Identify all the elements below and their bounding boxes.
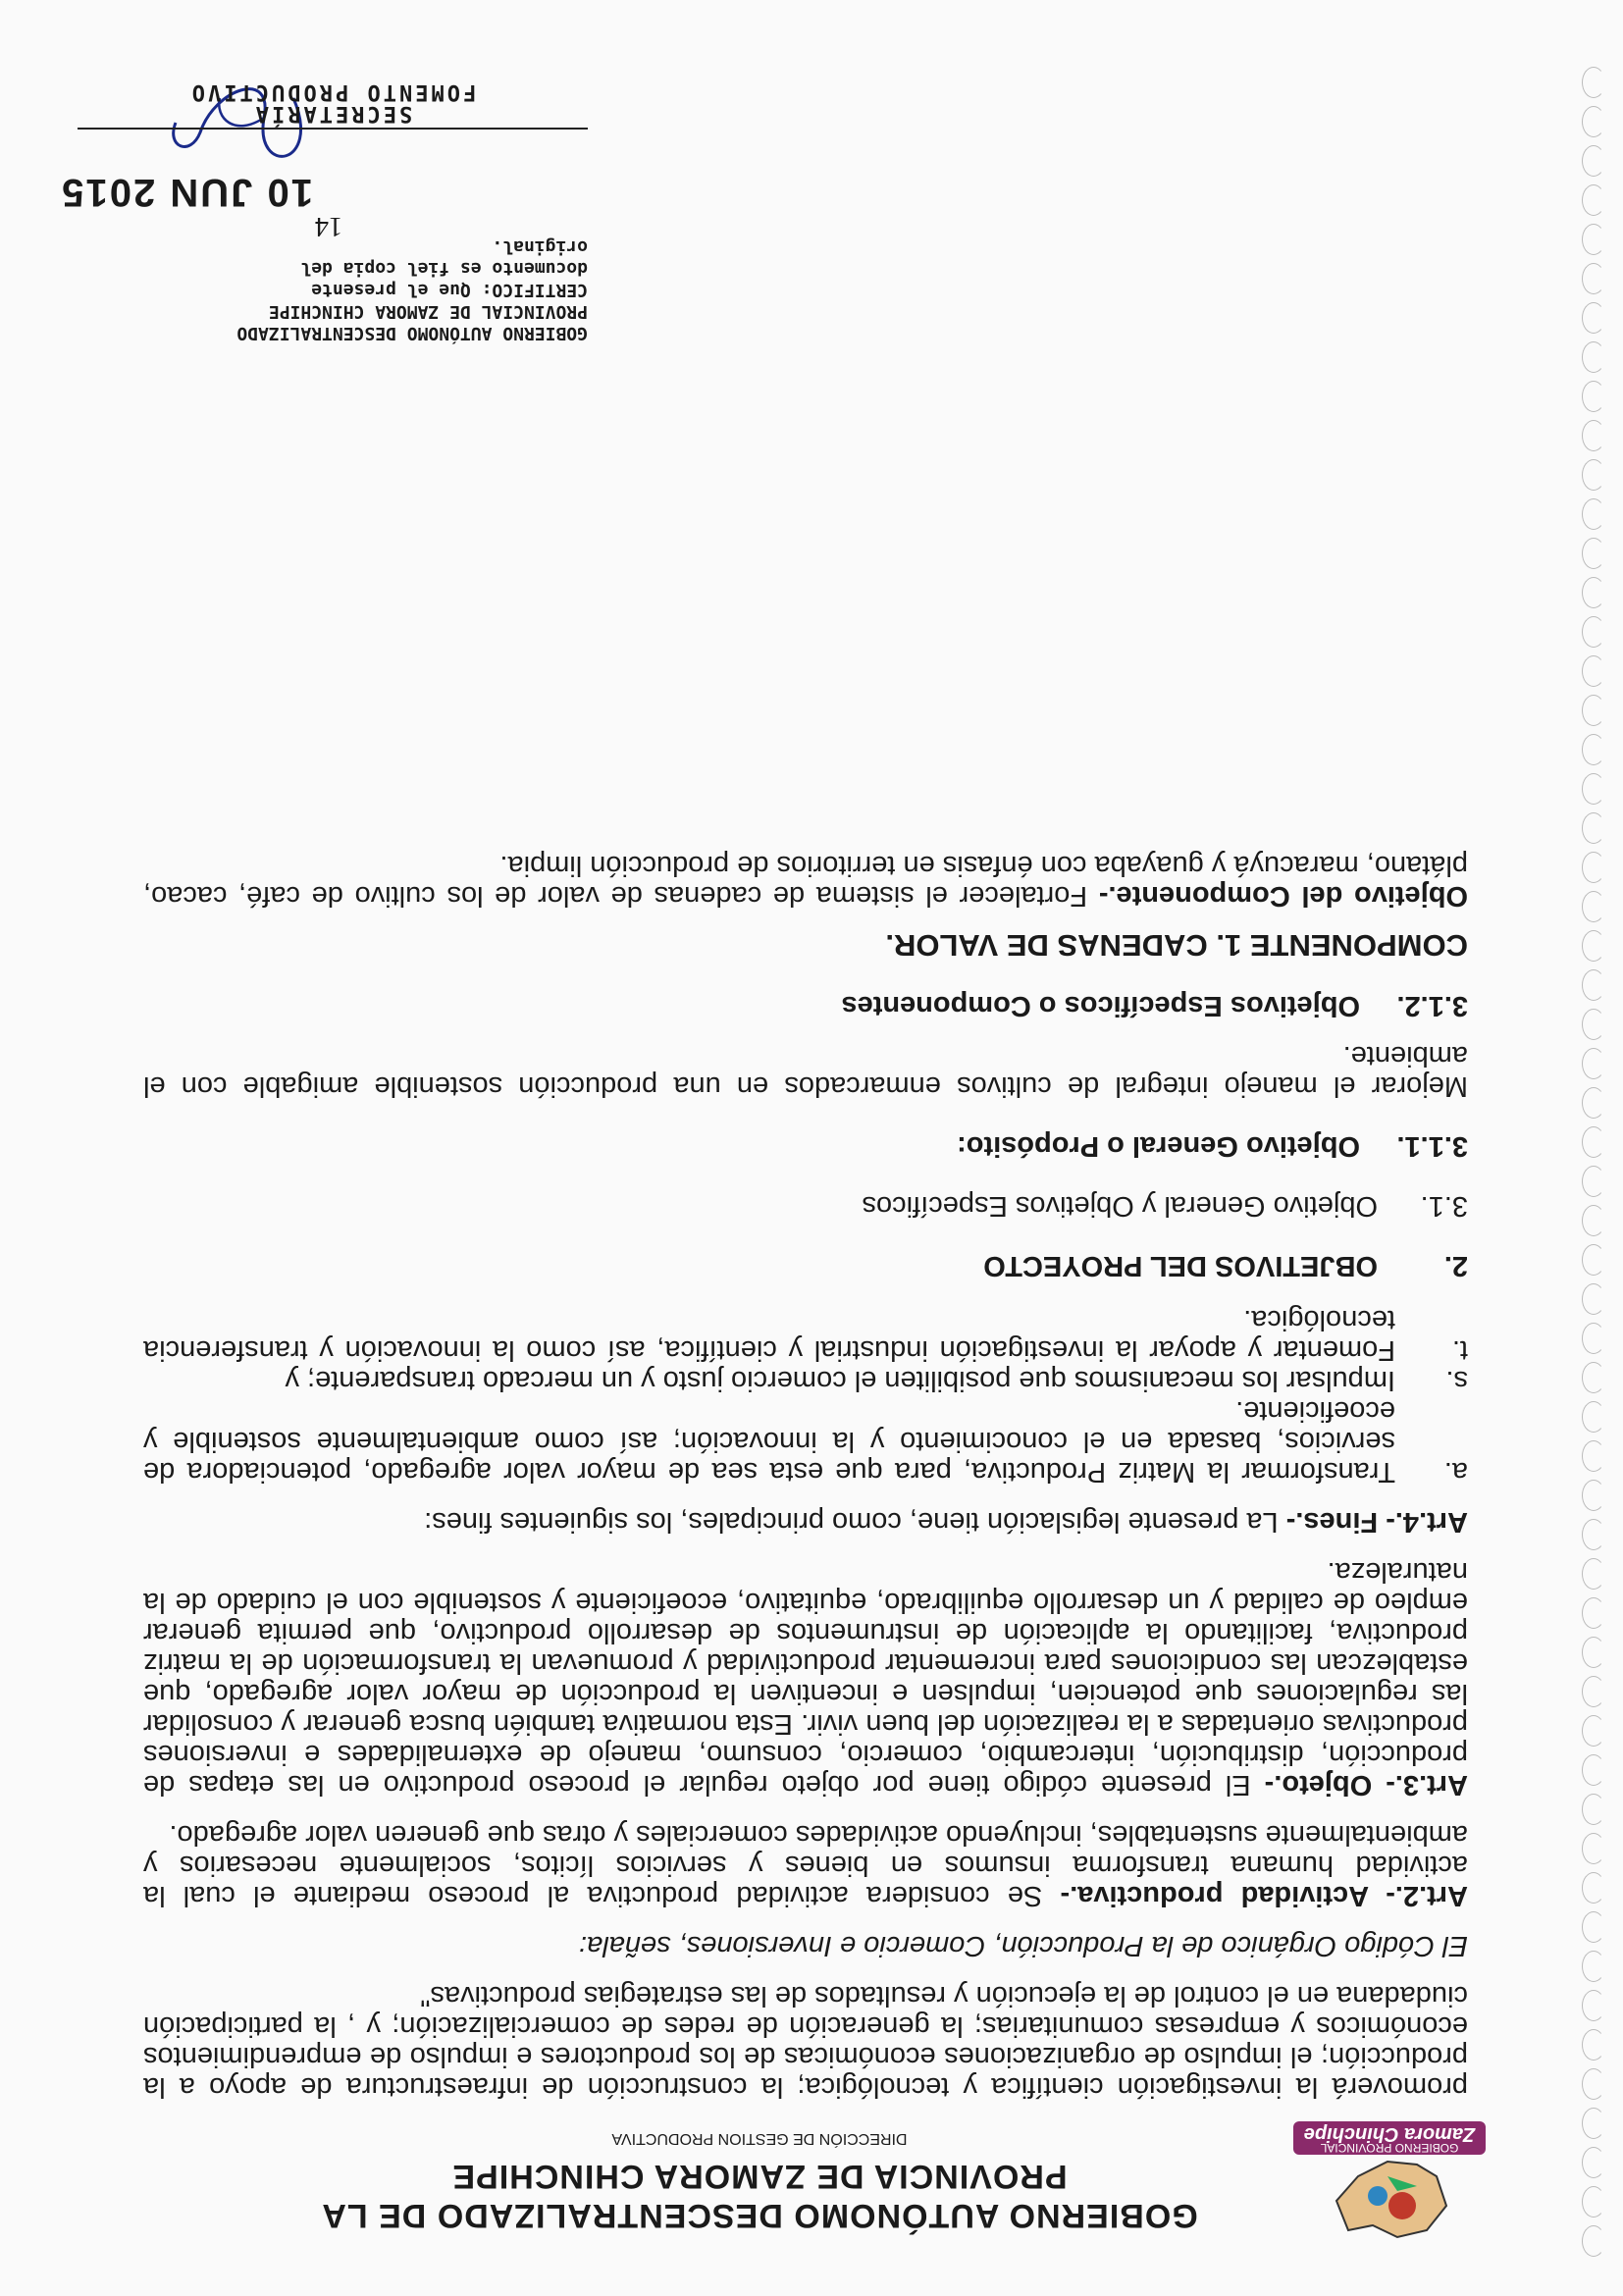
- binder-hole: [1582, 341, 1605, 373]
- list-item: [143, 1304, 1468, 1365]
- stamp-line: original.: [492, 236, 588, 257]
- letterhead: [181, 2117, 1486, 2245]
- binder-hole: [1582, 184, 1605, 216]
- letterhead-title: GOBIERNO AUTÓNOMO DESCENTRALIZADO DE LA PROVINCIA DE ZAMORA CHINCHIPE: [321, 2158, 1198, 2234]
- section-2-heading: [143, 1250, 1468, 1280]
- art4-label: Art.4.- Fines.-: [1285, 1506, 1468, 1538]
- list-marker: t.: [1451, 1334, 1468, 1366]
- art4-text: La presente legislación tiene, como principales, los siguientes fines:: [424, 1506, 1286, 1538]
- folio-number: 14: [315, 211, 342, 241]
- objective-label: Objetivo del Componente.-: [1098, 880, 1468, 912]
- binder-hole: [1582, 930, 1605, 962]
- logo-line-2: Zamora Chinchipe: [1303, 2123, 1476, 2145]
- binder-hole: [1582, 1597, 1605, 1629]
- logo-banner: [1293, 2121, 1486, 2155]
- binder-hole: [1582, 1323, 1605, 1354]
- role-line: FOMENTO PRODUCTIVO: [188, 79, 477, 104]
- binder-hole: [1582, 1911, 1605, 1943]
- stamp-line: PROVINCIAL DE ZAMORA CHINCHIPE: [268, 301, 588, 322]
- binder-hole: [1582, 1754, 1605, 1786]
- section-number: 3.1.: [1420, 1190, 1468, 1222]
- binder-hole: [1582, 420, 1605, 451]
- art2-label: Art.2.- Actividad productiva.-: [1060, 1880, 1468, 1911]
- binder-hole: [1582, 1951, 1605, 1982]
- binder-hole: [1582, 1283, 1605, 1315]
- binder-hole: [1582, 1715, 1605, 1747]
- document-body: [143, 830, 1468, 2102]
- binder-hole: [1582, 1244, 1605, 1276]
- logo-line-1: GOBIERNO PROVINCIAL: [1320, 2141, 1459, 2155]
- fines-list: [143, 1304, 1468, 1487]
- binder-hole: [1582, 734, 1605, 765]
- binder-holes: [1566, 39, 1605, 2257]
- section-title: Objetivo General o Propósito:: [957, 1130, 1360, 1162]
- section-number: 3.1.2.: [1396, 990, 1468, 1021]
- letterhead-subtitle: DIRECCIÓN DE GESTION PRODUCTIVA: [611, 2130, 908, 2147]
- binder-hole: [1582, 812, 1605, 844]
- binder-hole: [1582, 263, 1605, 294]
- provincial-logo: [1289, 2117, 1486, 2245]
- binder-hole: [1582, 695, 1605, 726]
- binder-hole: [1582, 852, 1605, 883]
- binder-hole: [1582, 2147, 1605, 2178]
- binder-hole: [1582, 969, 1605, 1001]
- list-text: Impulsar los mecanismos que posibiliten el comercio justo y un mercado transparente; y: [285, 1365, 1395, 1396]
- binder-hole: [1582, 1480, 1605, 1511]
- binder-hole: [1582, 2186, 1605, 2218]
- paragraph-art4: [143, 1506, 1468, 1537]
- binder-hole: [1582, 1990, 1605, 2021]
- binder-hole: [1582, 773, 1605, 805]
- stamp-line: CERTIFICO: Que el presente: [311, 280, 588, 300]
- art3-label: Art.3.- Objeto.-: [1264, 1769, 1468, 1800]
- art2-text: Se considera actividad productiva al proceso mediante el cual la actividad humana transforma insumos en bienes y servicios lícitos, socialmente necesarios y ambientalmente sustentables, incluyendo actividades comerciales y otras que generen valor agregado.: [143, 1819, 1468, 1911]
- art3-text: El presente código tiene por objeto regular el proceso productivo en las etapas de producción, distribución, intercambio, comercio, consumo, manejo de externalidades e inversiones productivas orientadas a la realización del buen vivir. Esta normativa también busca generar y consolidar las regulaciones que potencien, impulsen e incentiven la producción de mayor valor agregado, que establezcan las condiciones para incrementar productividad y promuevan la transformación de la matriz productiva, facilitando la aplicación de instrumentos de desarrollo productivo, que permita generar empleo de calidad y un desarrollo equilibrado, equitativo, ecoeficiente y sostenible con el cuidado de la naturaleza.: [143, 1556, 1468, 1800]
- binder-hole: [1582, 1519, 1605, 1550]
- binder-hole: [1582, 1087, 1605, 1119]
- binder-hole: [1582, 2225, 1605, 2257]
- list-item: [143, 1395, 1468, 1487]
- binder-hole: [1582, 1166, 1605, 1197]
- binder-hole: [1582, 538, 1605, 569]
- binder-hole: [1582, 106, 1605, 137]
- list-marker: s.: [1445, 1365, 1468, 1396]
- binder-hole: [1582, 1794, 1605, 1825]
- certification-stamp: [58, 49, 588, 343]
- binder-hole: [1582, 459, 1605, 491]
- binder-hole: [1582, 577, 1605, 608]
- binder-hole: [1582, 498, 1605, 530]
- signature-line: [78, 128, 588, 130]
- binder-hole: [1582, 1676, 1605, 1707]
- binder-hole: [1582, 381, 1605, 412]
- section-3-1-2-heading: [143, 990, 1468, 1020]
- binder-hole: [1582, 1401, 1605, 1433]
- binder-hole: [1582, 2068, 1605, 2100]
- binder-hole: [1582, 1009, 1605, 1040]
- binder-hole: [1582, 891, 1605, 922]
- paragraph-objetivo-general: Mejorar el manejo integral de cultivos enmarcados en una producción sostenible amigable con el ambiente.: [143, 1040, 1468, 1102]
- role-line: SECRETARÍA: [252, 101, 413, 126]
- stamp-role: [117, 80, 549, 124]
- binder-hole: [1582, 1558, 1605, 1590]
- binder-hole: [1582, 1205, 1605, 1236]
- stamp-date: 10 JUN 2015: [60, 171, 313, 214]
- list-text: Transformar la Matriz Productiva, para que esta sea de mayor valor agregado, potenciadora de servicios, basada en el conocimiento y la innovación; así como ambientalmente sostenible y ecoeficiente.: [143, 1395, 1395, 1487]
- section-number: 2.: [1443, 1250, 1468, 1281]
- objective-text: Fortalecer el sistema de cadenas de valor de los cultivo de café, cacao, plátano, maracuyá y guayaba con énfasis en territorios de producción limpia.: [143, 850, 1468, 912]
- binder-hole: [1582, 1440, 1605, 1472]
- binder-hole: [1582, 302, 1605, 334]
- paragraph-codigo: El Código Orgánico de la Producción, Comercio e Inversiones, señala:: [579, 1930, 1468, 1961]
- province-map-icon: [1329, 2157, 1456, 2245]
- paragraph-intro: promoverá la investigación científica y tecnológica; la construcción de infraestructura de apoyo a la producción; el impulso de organizaciones económicas de los productores e impulso de emprendimientos económicos y empresas comunitarias; la generación de redes de comercialización; y , la participación ciudadana en el control de la ejecución y resultados de las estrategias productivas": [143, 1980, 1468, 2103]
- binder-hole: [1582, 1048, 1605, 1079]
- binder-hole: [1582, 1362, 1605, 1393]
- binder-hole: [1582, 2029, 1605, 2061]
- stamp-line: GOBIERNO AUTÓNOMO DESCENTRALIZADO: [236, 323, 588, 343]
- binder-hole: [1582, 145, 1605, 177]
- list-text: Fomentar y apoyar la investigación industrial y científica, así como la innovación y transferencia tecnológica.: [143, 1304, 1395, 1366]
- list-item: [143, 1365, 1468, 1395]
- binder-hole: [1582, 655, 1605, 687]
- binder-hole: [1582, 616, 1605, 648]
- section-title: Objetivos Específicos o Componentes: [841, 990, 1360, 1021]
- paragraph-objetivo-componente: [143, 850, 1468, 911]
- binder-hole: [1582, 1126, 1605, 1158]
- binder-hole: [1582, 67, 1605, 98]
- section-3-1-heading: [143, 1190, 1468, 1221]
- section-title: OBJETIVOS DEL PROYECTO: [983, 1250, 1378, 1281]
- binder-hole: [1582, 1833, 1605, 1864]
- list-marker: a.: [1443, 1456, 1468, 1487]
- component-heading: COMPONENTE 1. CADENAS DE VALOR.: [885, 928, 1468, 963]
- stamp-line: documento es fiel copia del: [300, 258, 588, 279]
- binder-hole: [1582, 1637, 1605, 1668]
- paragraph-art2: [143, 1819, 1468, 1910]
- binder-hole: [1582, 224, 1605, 255]
- paragraph-art3: [143, 1556, 1468, 1800]
- binder-hole: [1582, 1872, 1605, 1904]
- section-3-1-1-heading: [143, 1130, 1468, 1161]
- section-number: 3.1.1.: [1396, 1130, 1468, 1162]
- binder-hole: [1582, 2108, 1605, 2139]
- section-title: Objetivo General y Objetivos Específicos: [862, 1190, 1378, 1222]
